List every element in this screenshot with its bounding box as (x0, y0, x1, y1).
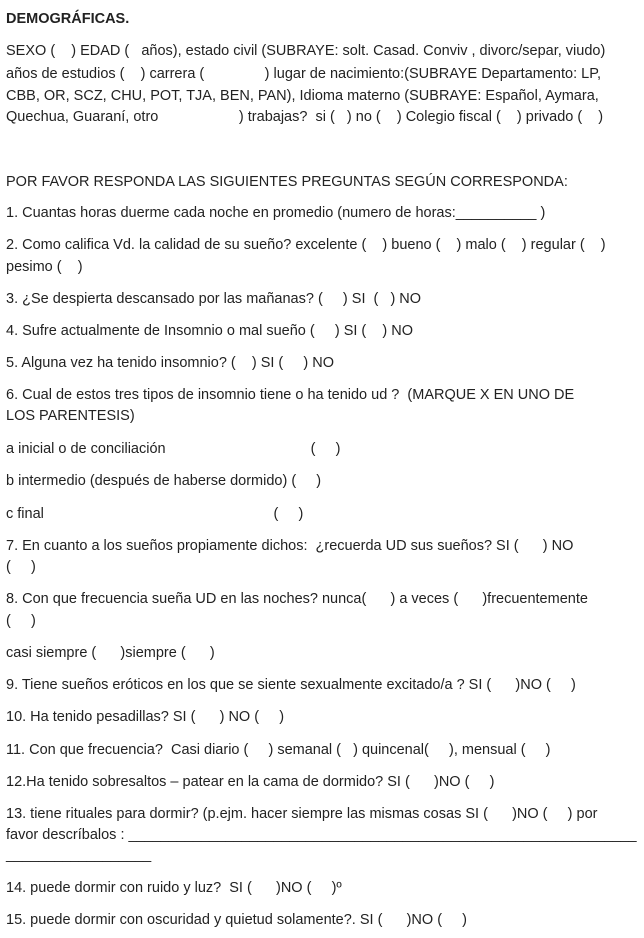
question-12: 12.Ha tenido sobresaltos – patear en la cama de dormido? SI ( )NO ( ) (6, 774, 495, 790)
demographics-line: Quechua, Guaraní, otro ) trabajas? si ( ) no ( ) Colegio fiscal ( ) privado ( ) (6, 109, 604, 125)
question-8: 8. Con que frecuencia sueña UD en las noches? nunca( ) a veces ( )frecuentemente (6, 591, 588, 607)
option-b: b intermedio (después de haberse dormido) ( ) (6, 473, 322, 489)
question-6: 6. Cual de estos tres tipos de insomnio tiene o ha tenido ud ? (MARQUE X EN UNO DE (6, 387, 575, 403)
question-2-cont: pesimo ( ) (6, 259, 83, 275)
demographics-line: CBB, OR, SCZ, CHU, POT, TJA, BEN, PAN), Idioma materno (SUBRAYE: Español, Aymara, (6, 88, 599, 104)
instructions: POR FAVOR RESPONDA LAS SIGUIENTES PREGUNTAS SEGÚN CORRESPONDA: (6, 174, 568, 190)
section-title: DEMOGRÁFICAS. (6, 11, 130, 27)
option-a: a inicial o de conciliación ( ) (6, 441, 341, 457)
question-1: 1. Cuantas horas duerme cada noche en promedio (numero de horas:__________ ) (6, 205, 546, 221)
question-8-cont: ( ) (6, 613, 36, 629)
question-11: 11. Con que frecuencia? Casi diario ( ) semanal ( ) quincenal( ), mensual ( ) (6, 742, 551, 758)
question-14: 14. puede dormir con ruido y luz? SI ( )NO ( )º (6, 880, 342, 896)
demographics-line: SEXO ( ) EDAD ( años), estado civil (SUBRAYE: solt. Casad. Conviv , divorc/separ, viudo) (6, 43, 606, 59)
question-6-cont: LOS PARENTESIS) (6, 408, 135, 424)
question-7-cont: ( ) (6, 559, 36, 575)
question-2: 2. Como califica Vd. la calidad de su sueño? excelente ( ) bueno ( ) malo ( ) regular ( ) (6, 237, 606, 253)
demographics-line: años de estudios ( ) carrera ( ) lugar de nacimiento:(SUBRAYE Departamento: LP, (6, 66, 602, 82)
question-13: 13. tiene rituales para dormir? (p.ejm. hacer siempre las mismas cosas SI ( )NO ( ) por (6, 806, 598, 822)
question-13-blank: __________________ (6, 847, 152, 863)
question-3: 3. ¿Se despierta descansado por las mañanas? ( ) SI ( ) NO (6, 291, 422, 307)
question-8-options: casi siempre ( )siempre ( ) (6, 645, 215, 661)
question-5: 5. Alguna vez ha tenido insomnio? ( ) SI ( ) NO (6, 355, 335, 371)
question-15: 15. puede dormir con oscuridad y quietud solamente?. SI ( )NO ( ) (6, 912, 467, 928)
option-c: c final ( ) (6, 506, 304, 522)
question-4: 4. Sufre actualmente de Insomnio o mal sueño ( ) SI ( ) NO (6, 323, 413, 339)
question-9: 9. Tiene sueños eróticos en los que se siente sexualmente excitado/a ? SI ( )NO ( ) (6, 677, 576, 693)
question-13-cont: favor descríbalos : _______________________________________________________________ (6, 827, 637, 843)
question-7: 7. En cuanto a los sueños propiamente dichos: ¿recuerda UD sus sueños? SI ( ) NO (6, 538, 574, 554)
question-10: 10. Ha tenido pesadillas? SI ( ) NO ( ) (6, 709, 285, 725)
